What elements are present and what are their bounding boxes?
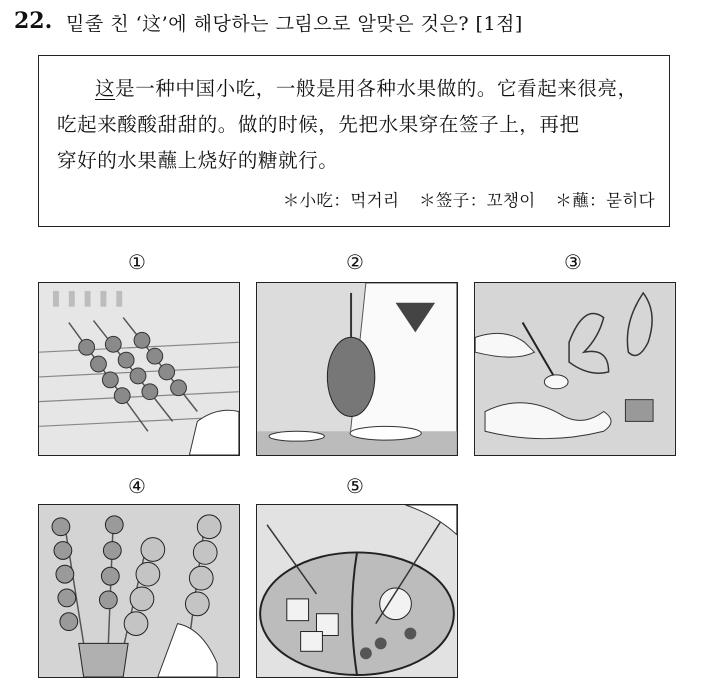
option-1-label[interactable]: ①	[128, 250, 146, 274]
underlined-word: 这	[95, 77, 116, 100]
hot-pot-image[interactable]	[256, 504, 458, 678]
option-2-label[interactable]: ②	[346, 250, 364, 274]
passage-box	[38, 55, 670, 227]
note-1: ＊小吃：먹거리	[282, 191, 400, 210]
note-3: ＊蘸：묻히다	[555, 191, 655, 210]
vocabulary-notes	[269, 187, 655, 211]
option-4-label[interactable]: ④	[128, 474, 146, 498]
passage-line-1-rest: 是一种中国小吃，一般是用各种水果做的。它看起来很亮，	[115, 77, 638, 100]
question-text: 밑줄 친 ‘这’에 해당하는 그림으로 알맞은 것은? [1점]	[66, 13, 523, 35]
roast-duck-image[interactable]	[256, 282, 458, 456]
note-2: ＊签子：꼬챙이	[419, 191, 536, 210]
grilled-skewers-image[interactable]	[38, 282, 240, 456]
passage-line-3: 穿好的水果蘸上烧好的糖就行。	[57, 149, 339, 172]
passage-line-2: 吃起来酸酸甜甜的。做的时候，先把水果穿在签子上，再把	[57, 113, 580, 136]
sugar-painting-image[interactable]	[474, 282, 676, 456]
option-5-label[interactable]: ⑤	[346, 474, 364, 498]
option-3-label[interactable]: ③	[564, 250, 582, 274]
question-number: 22.	[14, 8, 53, 34]
passage-line-1	[95, 73, 638, 101]
candied-fruit-skewers-image[interactable]	[38, 504, 240, 678]
